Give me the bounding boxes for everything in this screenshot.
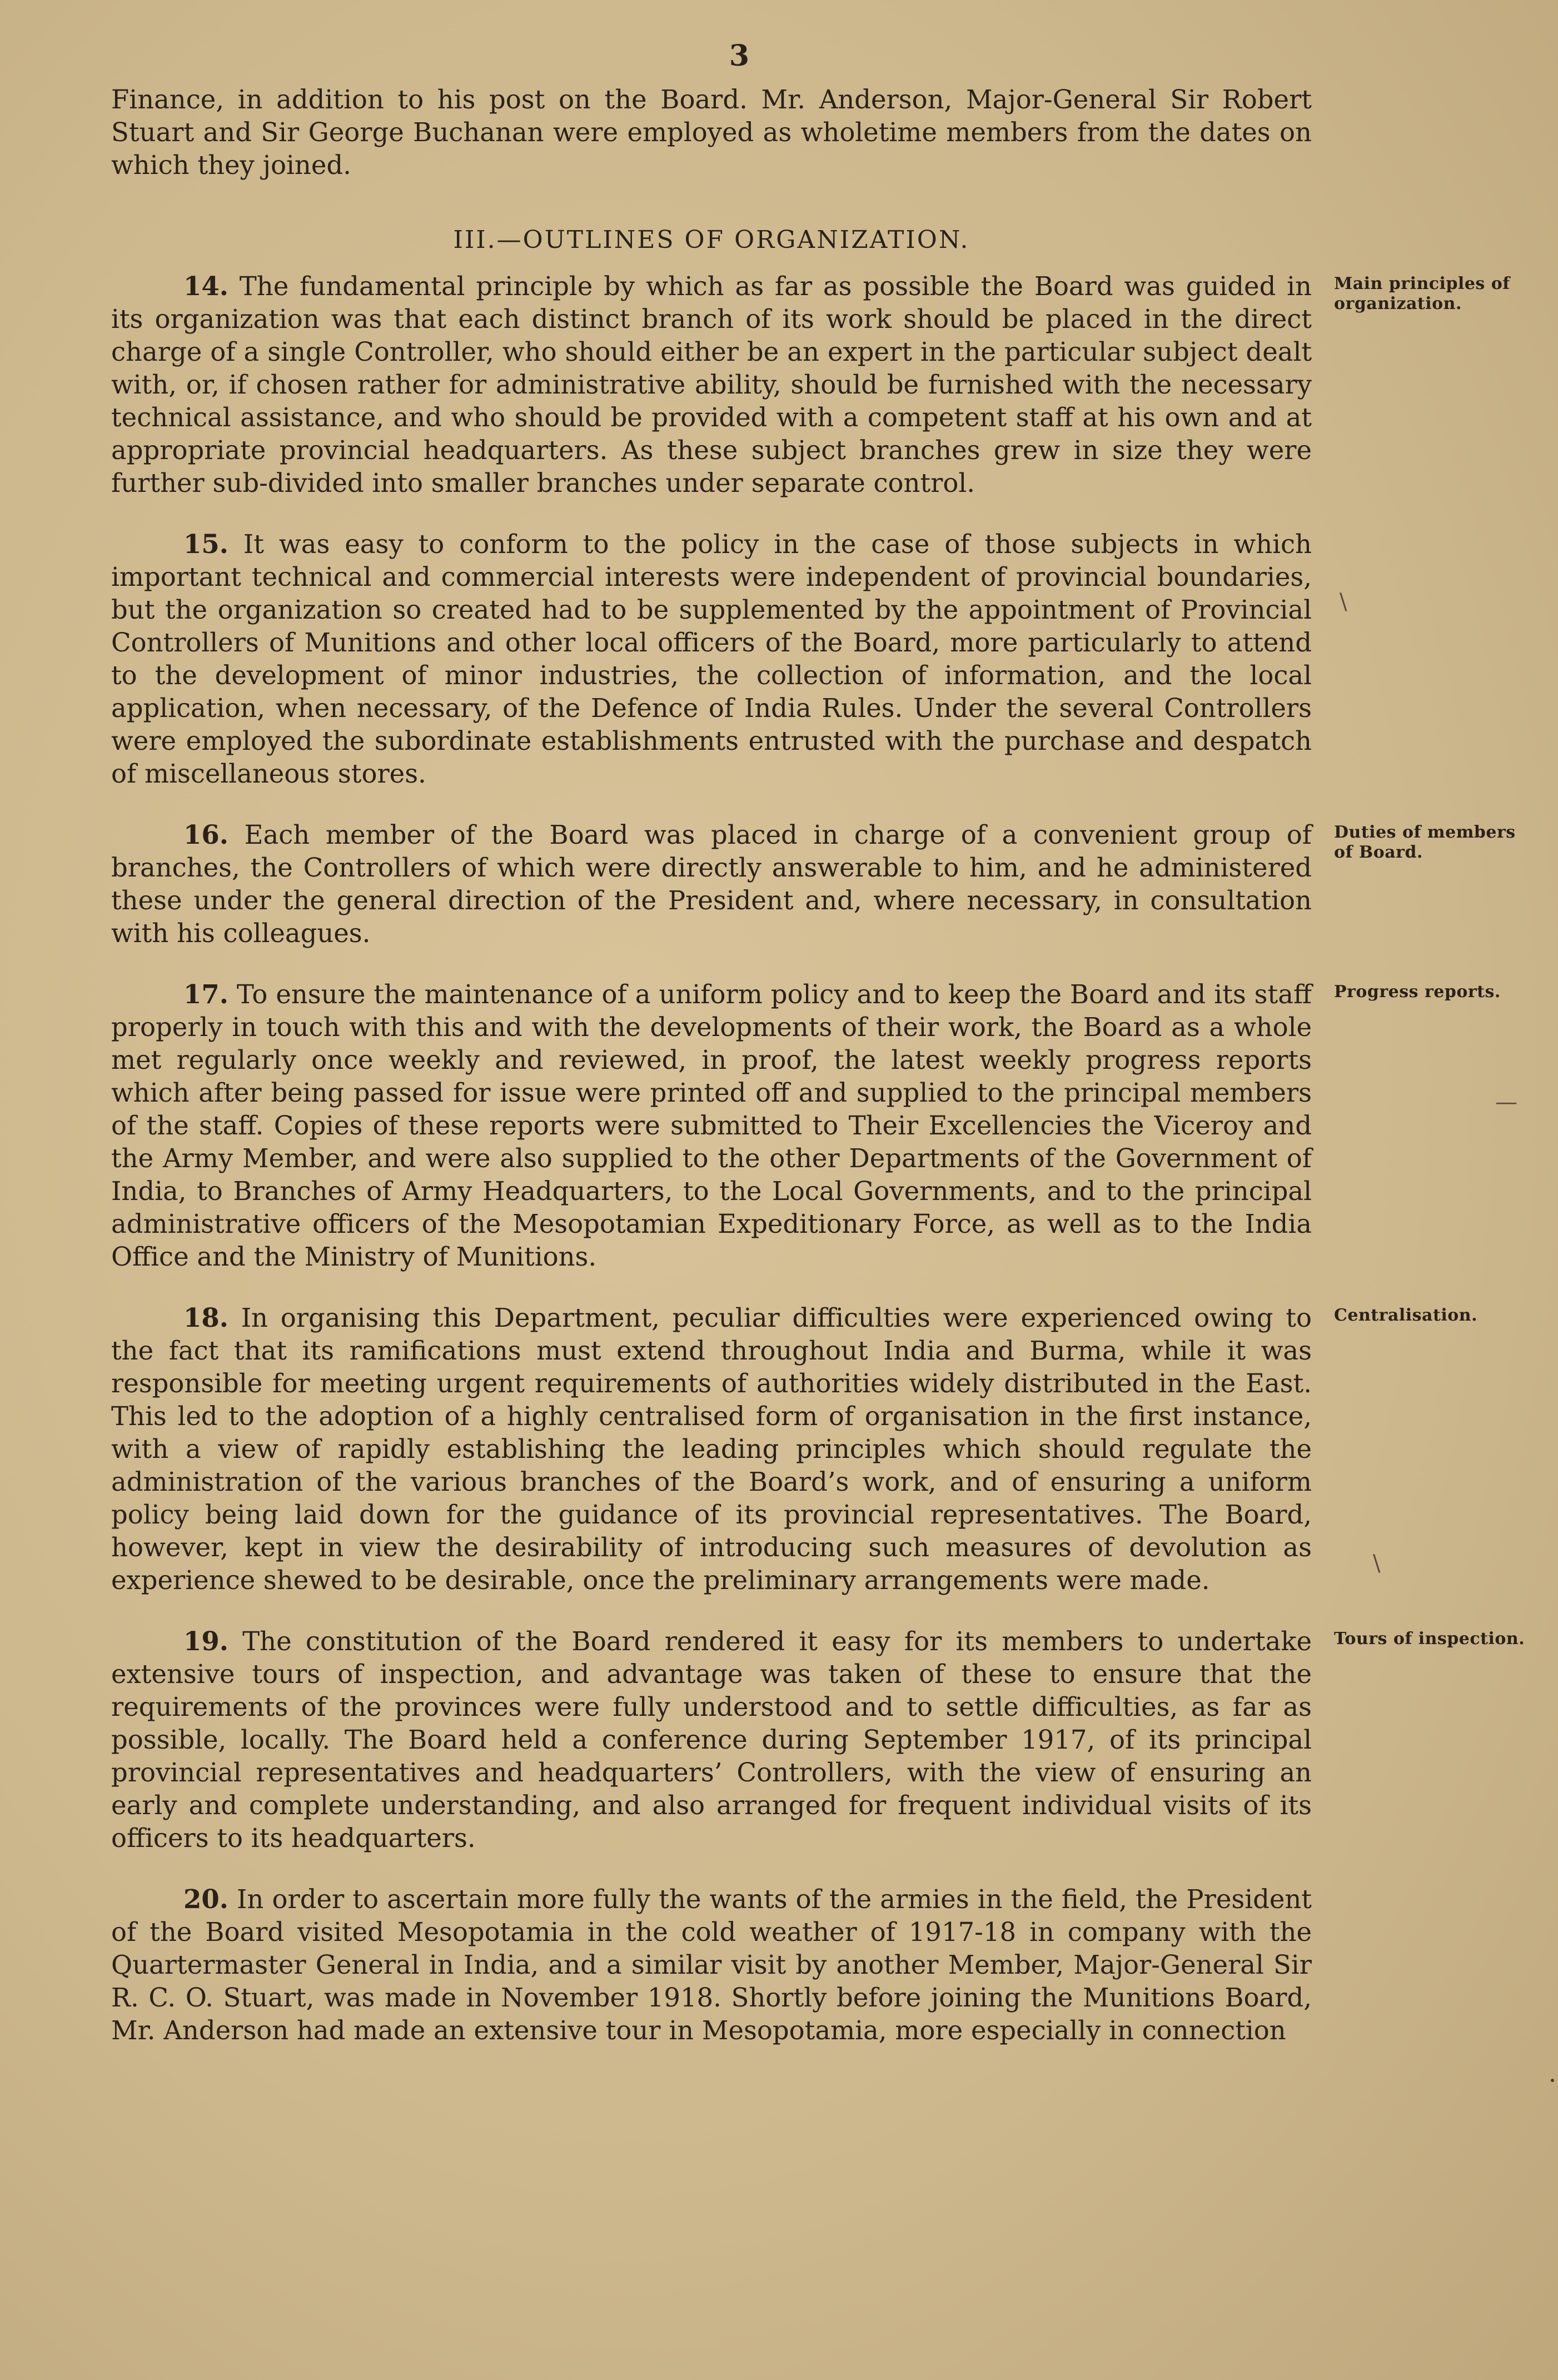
paragraph-18 [111,1301,1478,1597]
paragraph-text: It was easy to conform to the policy in the case of those subjects in which important technical and commercial interests were independent of provincial boundaries, but the organization so created had to be supplemented by the appointment of Provincial Controllers of Munitions and other local officers of the Board, more particularly to attend to the development of minor industries, the collection of information, and the local application, when necessary, of the Defence of India Rules. Under the several Controllers were employed the subordinate establishments entrusted with the purchase and despatch of miscellaneous stores. [111,529,1312,789]
paragraph-number: 18. [183,1302,228,1333]
paragraph-text: The constitution of the Board rendered it easy for its members to undertake extensive tours of inspection, and advantage was taken of these to ensure that the requirements of the provinces were fully understood and to settle difficulties, as far as possible, locally. The Board held a conference during September 1917, of its principal provincial representatives and headquarters’ Controllers, with the view of ensuring an early and complete understanding, and also arranged for frequent individual visits of its officers to its headquarters. [111,1626,1312,1853]
margin-note-progress-reports: Progress reports. [1334,982,1501,1002]
margin-note-tours-of-inspection: Tours of inspection. [1334,1629,1525,1649]
paragraph-19 [111,1625,1525,1855]
pencil-mark: — [1495,1089,1517,1115]
body-text-column [111,83,1525,2075]
intro-paragraph: Finance, in addition to his post on the Board. Mr. Anderson, Major-General Sir Robert Stuart and Sir George Buchanan were employed as wholetime members from the dates on which they joined. [111,84,1312,180]
paragraph-number: 17. [183,979,228,1009]
margin-note-main-principles: Main principles of organization. [1334,274,1510,313]
paragraph-20 [111,1883,1312,2047]
paragraph-number: 20. [183,1884,228,1914]
margin-note-duties-of-members: Duties of members of Board. [1334,823,1516,862]
paragraph-text: In organising this Department, peculiar difficulties were experienced owing to the fact that its ramifications must extend throughout India and Burma, while it was responsible for meeting urgent requirements of authorities widely distributed in the East. This led to the adoption of a highly centralised form of organisation in the first instance, with a view of rapidly establishing the leading principles which should regulate the administration of the various branches of the Board’s work, and of ensuring a uniform policy being laid down for the guidance of its provincial representatives. The Board, however, kept in view the desirability of introducing such measures of devolution as experience shewed to be desirable, once the preliminary arrangements were made. [111,1303,1312,1595]
paragraph-17 [111,978,1501,1273]
paragraph-number: 16. [183,819,228,850]
pencil-mark: \ [1373,1551,1381,1576]
paragraph-text: To ensure the maintenance of a uniform policy and to keep the Board and its staff properly in touch with this and with the developments of their work, the Board as a whole met regularly once weekly and reviewed, in proof, the latest weekly progress reports which after being passed for issue were printed off and supplied to the principal members of the staff. Copies of these reports were submitted to Their Excellencies the Viceroy and the Army Member, and were also supplied to the other Departments of the Government of India, to Branches of Army Headquarters, to the Local Governments, and to the principal administrative officers of the Mesopotamian Expeditionary Force, as well as to the India Office and the Ministry of Munitions. [111,979,1312,1272]
ink-speck [1551,2079,1554,2082]
paragraph-text: The fundamental principle by which as far as possible the Board was guided in its organization was that each distinct branch of its work should be placed in the direct charge of a single Controller, who should either be an expert in the particular subject dealt with, or, if chosen rather for administrative ability, should be furnished with the necessary technical assistance, and who should be provided with a competent staff at his own and at appropriate provincial headquarters. As these subject branches grew in size they were further sub-divided into smaller branches under separate control. [111,271,1312,498]
paragraph-15 [111,527,1312,790]
pencil-mark: \ [1340,589,1347,615]
margin-note-centralisation: Centralisation. [1334,1306,1478,1325]
paragraph-16 [111,818,1516,950]
paragraph-number: 14. [183,271,228,301]
paragraph-text: Each member of the Board was placed in charge of a convenient group of branches, the Controllers of which were directly answerable to him, and he administered these under the general direction of the President and, where necessary, in consultation with his colleagues. [111,820,1312,948]
section-heading: III.—OUTLINES OF ORGANIZATION. [453,226,970,254]
paragraph-14 [111,270,1510,500]
paragraph-text: In order to ascertain more fully the wants of the armies in the field, the President of the Board visited Mesopotamia in the cold weather of 1917-18 in company with the Quartermaster General in India, and a similar visit by another Member, Major-General Sir R. C. O. Stuart, was made in November 1918. Shortly before joining the Munitions Board, Mr. Anderson had made an extensive tour in Mesopotamia, more especially in connection [111,1884,1312,2045]
paragraph-number: 19. [183,1626,228,1656]
page-number: 3 [729,39,750,73]
paragraph-number: 15. [183,529,228,559]
